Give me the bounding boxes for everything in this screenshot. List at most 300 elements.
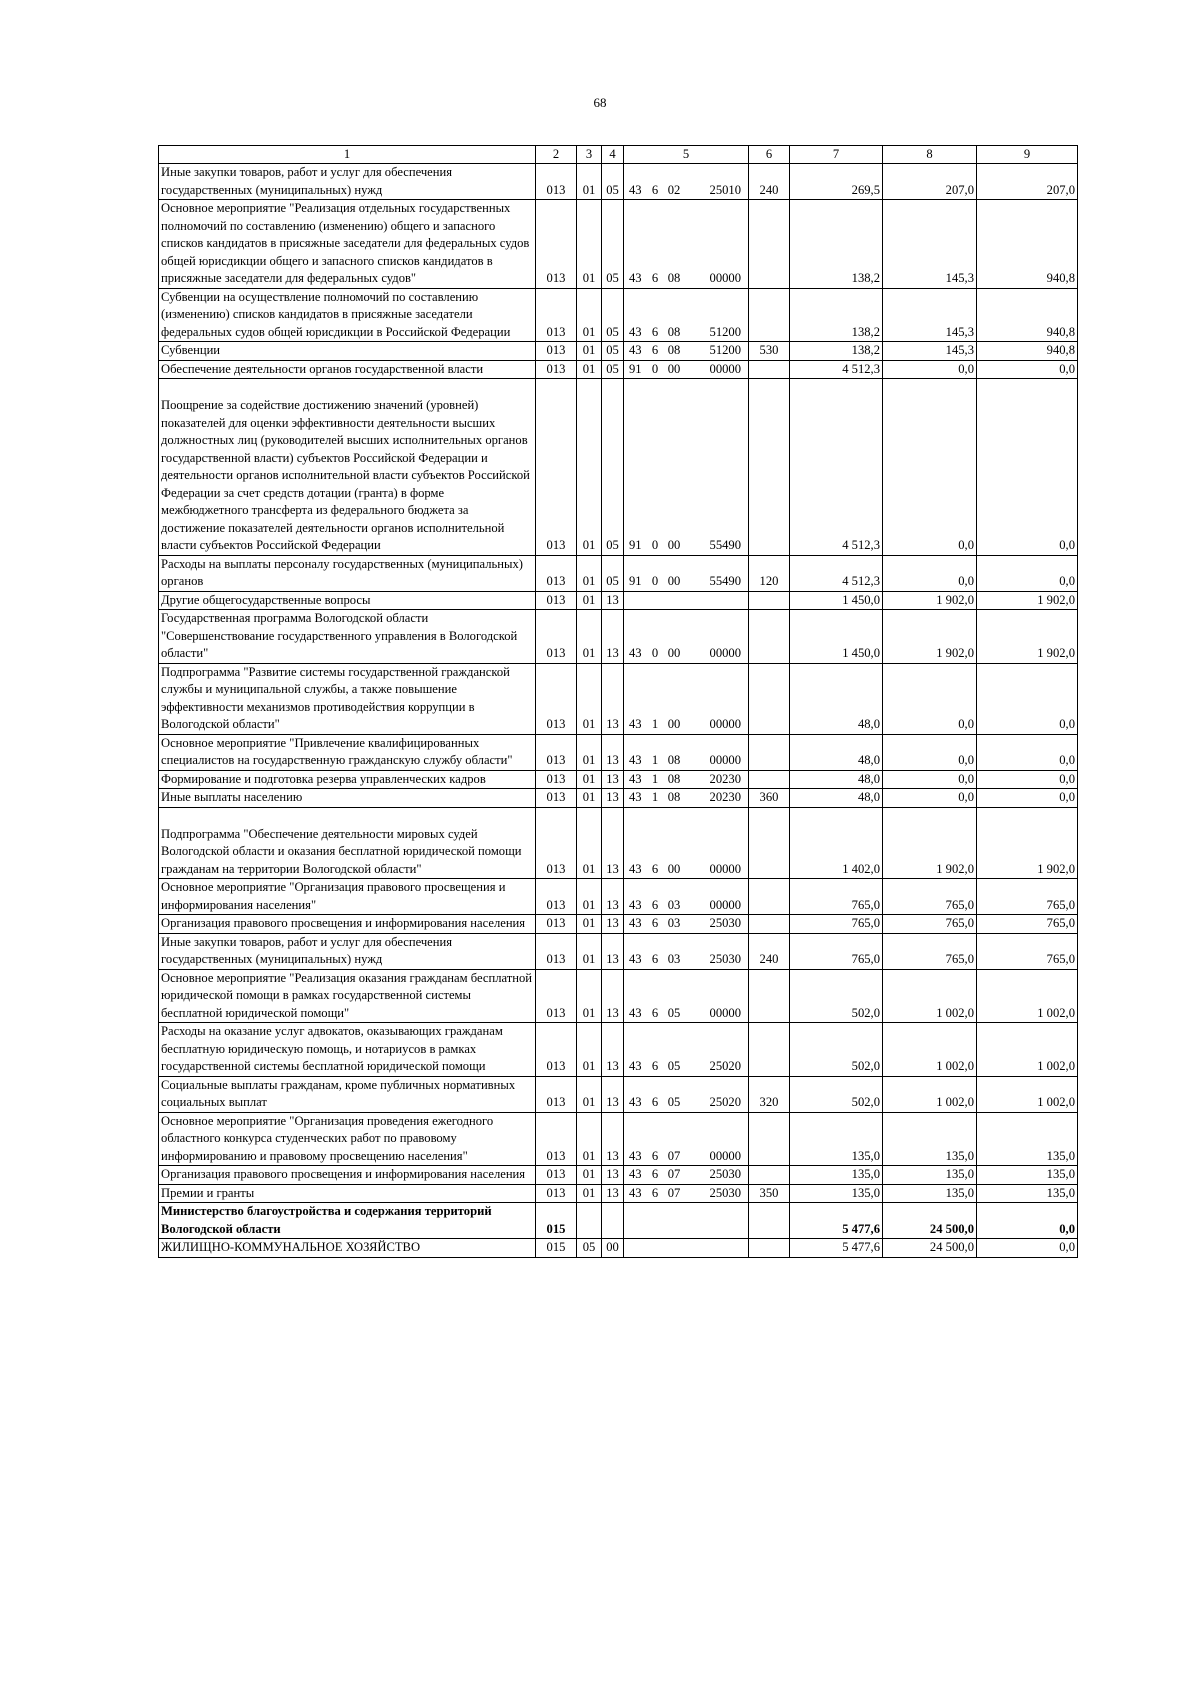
subprogram-code: 6 — [651, 916, 659, 930]
table-row — [159, 969, 1078, 1023]
amount-year-1: 135,0 — [790, 1112, 883, 1166]
expense-type-code: 120 — [749, 555, 790, 591]
target-article-code — [624, 200, 749, 289]
amount-year-1: 4 512,3 — [790, 360, 883, 379]
direction-code: 51200 — [709, 343, 741, 357]
ministry-code: 013 — [536, 379, 577, 556]
target-article-code — [624, 164, 749, 200]
row-description: Основное мероприятие "Привлечение квалифицированных специалистов на государственную гражданскую службу области" — [159, 734, 536, 770]
row-description: Организация правового просвещения и информирования населения — [159, 1166, 536, 1185]
table-body — [159, 164, 1078, 1258]
activity-code: 00 — [667, 861, 681, 876]
table-row — [159, 164, 1078, 200]
table-row — [159, 610, 1078, 664]
amount-year-1: 502,0 — [790, 969, 883, 1023]
amount-year-2: 0,0 — [883, 734, 977, 770]
activity-code: 05 — [667, 1005, 681, 1020]
row-description: Субвенции — [159, 342, 536, 361]
table-row — [159, 1112, 1078, 1166]
amount-year-2: 145,3 — [883, 200, 977, 289]
program-code: 43 — [629, 646, 642, 660]
row-description: Иные закупки товаров, работ и услуг для обеспечения государственных (муниципальных) нужд — [159, 933, 536, 969]
program-code: 43 — [629, 271, 642, 285]
subprogram-code: 6 — [651, 1059, 659, 1073]
row-description: Подпрограмма "Развитие системы государственной гражданской службы и муниципальной службы, а также повышение эффективности механизмов противодействия коррупции в Вологодской области" — [159, 663, 536, 734]
subsection-code: 05 — [602, 200, 624, 289]
direction-code: 00000 — [709, 646, 741, 660]
amount-year-3: 940,8 — [977, 342, 1078, 361]
row-description: Премии и гранты — [159, 1184, 536, 1203]
direction-code: 51200 — [709, 324, 741, 339]
section-code — [577, 1203, 602, 1239]
subsection-code: 13 — [602, 610, 624, 664]
subprogram-code: 0 — [651, 574, 659, 588]
target-article-code — [624, 1166, 749, 1185]
program-code: 43 — [629, 916, 642, 930]
subsection-code: 13 — [602, 807, 624, 879]
activity-code: 07 — [667, 1185, 681, 1200]
section-code: 01 — [577, 879, 602, 915]
expense-type-code: 350 — [749, 1184, 790, 1203]
ministry-code: 013 — [536, 610, 577, 664]
table-row — [159, 915, 1078, 934]
target-article-code — [624, 1023, 749, 1077]
amount-year-2: 0,0 — [883, 360, 977, 379]
program-code: 91 — [629, 361, 642, 376]
row-description: Министерство благоустройства и содержания территорий Вологодской области — [159, 1203, 536, 1239]
subsection-code: 13 — [602, 879, 624, 915]
amount-year-2: 135,0 — [883, 1184, 977, 1203]
row-description: Расходы на выплаты персоналу государственных (муниципальных) органов — [159, 555, 536, 591]
direction-code: 00000 — [709, 861, 741, 876]
program-code: 43 — [629, 343, 642, 357]
table-row — [159, 379, 1078, 556]
table-row — [159, 1184, 1078, 1203]
section-code: 01 — [577, 1076, 602, 1112]
table-row — [159, 663, 1078, 734]
amount-year-3: 0,0 — [977, 789, 1078, 808]
activity-code: 07 — [667, 1148, 681, 1163]
column-header: 4 — [602, 146, 624, 164]
amount-year-2: 1 902,0 — [883, 610, 977, 664]
ministry-code: 013 — [536, 789, 577, 808]
amount-year-3: 940,8 — [977, 200, 1078, 289]
amount-year-3: 1 902,0 — [977, 807, 1078, 879]
subsection-code: 13 — [602, 1184, 624, 1203]
row-description: Основное мероприятие "Организация проведения ежегодного областного конкурса студенческих работ по правовому информированию и правовому просвещению населения" — [159, 1112, 536, 1166]
section-code: 01 — [577, 807, 602, 879]
amount-year-1: 269,5 — [790, 164, 883, 200]
amount-year-1: 1 450,0 — [790, 591, 883, 610]
program-code: 43 — [629, 1005, 642, 1020]
amount-year-2: 765,0 — [883, 879, 977, 915]
ministry-code: 013 — [536, 969, 577, 1023]
direction-code: 20230 — [709, 790, 741, 804]
program-code: 43 — [629, 861, 642, 876]
target-article-code — [624, 360, 749, 379]
program-code: 43 — [629, 1167, 642, 1181]
program-code: 43 — [629, 324, 642, 339]
subprogram-code: 0 — [651, 361, 659, 376]
program-code: 43 — [629, 753, 642, 767]
section-code: 01 — [577, 969, 602, 1023]
subprogram-code: 0 — [651, 538, 659, 552]
section-code: 01 — [577, 770, 602, 789]
table-row — [159, 1023, 1078, 1077]
row-description: Иные выплаты населению — [159, 789, 536, 808]
ministry-code: 015 — [536, 1203, 577, 1239]
amount-year-1: 48,0 — [790, 663, 883, 734]
amount-year-1: 48,0 — [790, 734, 883, 770]
subsection-code — [602, 1203, 624, 1239]
amount-year-3: 135,0 — [977, 1166, 1078, 1185]
amount-year-3: 0,0 — [977, 555, 1078, 591]
table-row — [159, 1203, 1078, 1239]
section-code: 01 — [577, 734, 602, 770]
subsection-code: 13 — [602, 1023, 624, 1077]
direction-code: 00000 — [709, 1005, 741, 1020]
section-code: 01 — [577, 789, 602, 808]
direction-code: 00000 — [709, 753, 741, 767]
subprogram-code: 6 — [651, 182, 659, 197]
program-code: 91 — [629, 538, 642, 552]
amount-year-3: 1 002,0 — [977, 969, 1078, 1023]
amount-year-3: 207,0 — [977, 164, 1078, 200]
target-article-code — [624, 379, 749, 556]
expense-type-code: 240 — [749, 164, 790, 200]
expense-type-code — [749, 1112, 790, 1166]
amount-year-2: 1 002,0 — [883, 1076, 977, 1112]
activity-code: 08 — [667, 343, 681, 357]
target-article-code — [624, 933, 749, 969]
expense-type-code — [749, 879, 790, 915]
direction-code: 25020 — [709, 1095, 741, 1109]
amount-year-2: 1 902,0 — [883, 591, 977, 610]
expense-type-code — [749, 360, 790, 379]
target-article-code — [624, 288, 749, 342]
amount-year-1: 765,0 — [790, 879, 883, 915]
column-header: 2 — [536, 146, 577, 164]
subprogram-code: 6 — [651, 897, 659, 912]
amount-year-3: 1 902,0 — [977, 610, 1078, 664]
amount-year-2: 765,0 — [883, 915, 977, 934]
expense-type-code — [749, 1023, 790, 1077]
expense-type-code — [749, 770, 790, 789]
subprogram-code: 0 — [651, 646, 659, 660]
subprogram-code: 6 — [651, 343, 659, 357]
subprogram-code: 6 — [651, 861, 659, 876]
direction-code: 55490 — [709, 538, 741, 552]
amount-year-3: 1 002,0 — [977, 1076, 1078, 1112]
ministry-code: 013 — [536, 915, 577, 934]
section-code: 01 — [577, 360, 602, 379]
target-article-code — [624, 915, 749, 934]
section-code: 01 — [577, 555, 602, 591]
row-description: Расходы на оказание услуг адвокатов, оказывающих гражданам бесплатную юридическую помощь, и нотариусов в рамках государственной системы бесплатной юридической помощи — [159, 1023, 536, 1077]
amount-year-1: 48,0 — [790, 770, 883, 789]
ministry-code: 013 — [536, 770, 577, 789]
expense-type-code — [749, 200, 790, 289]
subsection-code: 13 — [602, 933, 624, 969]
amount-year-2: 135,0 — [883, 1112, 977, 1166]
program-code: 43 — [629, 1095, 642, 1109]
target-article-code — [624, 770, 749, 789]
table-row — [159, 555, 1078, 591]
row-description: Другие общегосударственные вопросы — [159, 591, 536, 610]
subsection-code: 13 — [602, 915, 624, 934]
table-row — [159, 591, 1078, 610]
column-header: 9 — [977, 146, 1078, 164]
ministry-code: 013 — [536, 591, 577, 610]
subprogram-code: 6 — [651, 1005, 659, 1020]
target-article-code — [624, 1184, 749, 1203]
subsection-code: 05 — [602, 164, 624, 200]
ministry-code: 013 — [536, 734, 577, 770]
expense-type-code — [749, 1239, 790, 1258]
direction-code: 00000 — [709, 271, 741, 285]
amount-year-2: 0,0 — [883, 663, 977, 734]
column-header: 1 — [159, 146, 536, 164]
expense-type-code — [749, 288, 790, 342]
table-row — [159, 734, 1078, 770]
row-description: Поощрение за содействие достижению значений (уровней) показателей для оценки эффективности деятельности высших должностных лиц (руководителей высших исполнительных органов государственной власти) субъектов Российской Федерации и деятельности органов исполнительной власти субъектов Российской Федерации за счет средств дотации (гранта) в форме межбюджетного трансферта из федерального бюджета за достижение показателей деятельности органов исполнительной власти субъектов Российской Федерации — [159, 379, 536, 556]
section-code: 01 — [577, 933, 602, 969]
direction-code: 25030 — [709, 916, 741, 930]
activity-code: 05 — [667, 1095, 681, 1109]
section-code: 01 — [577, 200, 602, 289]
section-code: 01 — [577, 1023, 602, 1077]
amount-year-1: 1 450,0 — [790, 610, 883, 664]
section-code: 01 — [577, 1166, 602, 1185]
activity-code: 08 — [667, 790, 681, 804]
row-description: Государственная программа Вологодской области "Совершенствование государственного управления в Вологодской области" — [159, 610, 536, 664]
target-article-code — [624, 807, 749, 879]
ministry-code: 013 — [536, 200, 577, 289]
row-description: Иные закупки товаров, работ и услуг для обеспечения государственных (муниципальных) нужд — [159, 164, 536, 200]
target-article-code — [624, 734, 749, 770]
amount-year-3: 135,0 — [977, 1184, 1078, 1203]
subprogram-code: 6 — [651, 1185, 659, 1200]
activity-code: 00 — [667, 538, 681, 552]
amount-year-1: 4 512,3 — [790, 379, 883, 556]
table-row — [159, 807, 1078, 879]
section-code: 01 — [577, 379, 602, 556]
amount-year-1: 765,0 — [790, 915, 883, 934]
section-code: 01 — [577, 610, 602, 664]
subprogram-code: 6 — [651, 271, 659, 285]
amount-year-3: 0,0 — [977, 1239, 1078, 1258]
target-article-code — [624, 1239, 749, 1258]
header-row — [159, 146, 1078, 164]
amount-year-3: 0,0 — [977, 770, 1078, 789]
subsection-code: 05 — [602, 379, 624, 556]
subprogram-code: 1 — [651, 753, 659, 767]
program-code: 43 — [629, 897, 642, 912]
target-article-code — [624, 879, 749, 915]
amount-year-1: 135,0 — [790, 1184, 883, 1203]
table-row — [159, 360, 1078, 379]
expense-type-code — [749, 610, 790, 664]
subsection-code: 13 — [602, 770, 624, 789]
amount-year-1: 1 402,0 — [790, 807, 883, 879]
direction-code: 25030 — [709, 952, 741, 966]
expense-type-code: 360 — [749, 789, 790, 808]
ministry-code: 013 — [536, 1023, 577, 1077]
target-article-code — [624, 789, 749, 808]
subsection-code: 13 — [602, 734, 624, 770]
section-code: 01 — [577, 1112, 602, 1166]
program-code: 43 — [629, 952, 642, 966]
amount-year-2: 1 902,0 — [883, 807, 977, 879]
ministry-code: 013 — [536, 807, 577, 879]
table-row — [159, 288, 1078, 342]
table-row — [159, 342, 1078, 361]
activity-code: 00 — [667, 574, 681, 588]
amount-year-3: 0,0 — [977, 734, 1078, 770]
activity-code: 03 — [667, 952, 681, 966]
section-code: 01 — [577, 1184, 602, 1203]
direction-code: 25010 — [709, 182, 741, 197]
ministry-code: 013 — [536, 663, 577, 734]
target-article-code — [624, 591, 749, 610]
subprogram-code: 1 — [651, 771, 659, 786]
direction-code: 00000 — [709, 361, 741, 376]
amount-year-3: 765,0 — [977, 879, 1078, 915]
activity-code: 00 — [667, 646, 681, 660]
ministry-code: 013 — [536, 164, 577, 200]
expense-type-code — [749, 1166, 790, 1185]
amount-year-2: 765,0 — [883, 933, 977, 969]
expense-type-code: 240 — [749, 933, 790, 969]
table-row — [159, 1239, 1078, 1258]
expense-type-code — [749, 663, 790, 734]
target-article-code — [624, 1076, 749, 1112]
ministry-code: 013 — [536, 1184, 577, 1203]
program-code: 43 — [629, 182, 642, 197]
amount-year-2: 0,0 — [883, 789, 977, 808]
ministry-code: 013 — [536, 879, 577, 915]
column-header: 5 — [624, 146, 749, 164]
direction-code: 25030 — [709, 1185, 741, 1200]
ministry-code: 013 — [536, 1166, 577, 1185]
activity-code: 08 — [667, 271, 681, 285]
section-code: 01 — [577, 915, 602, 934]
program-code: 43 — [629, 790, 642, 804]
subprogram-code: 1 — [651, 790, 659, 804]
subsection-code: 05 — [602, 342, 624, 361]
ministry-code: 013 — [536, 342, 577, 361]
table-row — [159, 770, 1078, 789]
section-code: 05 — [577, 1239, 602, 1258]
expense-type-code — [749, 734, 790, 770]
activity-code: 05 — [667, 1059, 681, 1073]
budget-table — [158, 145, 1078, 1258]
subprogram-code: 6 — [651, 1095, 659, 1109]
amount-year-1: 5 477,6 — [790, 1239, 883, 1258]
ministry-code: 013 — [536, 1112, 577, 1166]
ministry-code: 013 — [536, 360, 577, 379]
subprogram-code: 6 — [651, 1167, 659, 1181]
ministry-code: 013 — [536, 933, 577, 969]
amount-year-2: 1 002,0 — [883, 969, 977, 1023]
amount-year-1: 138,2 — [790, 288, 883, 342]
amount-year-3: 1 902,0 — [977, 591, 1078, 610]
amount-year-3: 135,0 — [977, 1112, 1078, 1166]
program-code: 43 — [629, 1185, 642, 1200]
amount-year-1: 502,0 — [790, 1023, 883, 1077]
amount-year-2: 0,0 — [883, 770, 977, 789]
subsection-code: 05 — [602, 555, 624, 591]
target-article-code — [624, 342, 749, 361]
row-description: Формирование и подготовка резерва управленческих кадров — [159, 770, 536, 789]
program-code: 91 — [629, 574, 642, 588]
amount-year-1: 138,2 — [790, 200, 883, 289]
subprogram-code: 1 — [651, 717, 659, 731]
section-code: 01 — [577, 288, 602, 342]
subsection-code: 13 — [602, 1166, 624, 1185]
subsection-code: 13 — [602, 663, 624, 734]
expense-type-code — [749, 1203, 790, 1239]
amount-year-2: 0,0 — [883, 379, 977, 556]
amount-year-2: 135,0 — [883, 1166, 977, 1185]
ministry-code: 013 — [536, 1076, 577, 1112]
activity-code: 00 — [667, 717, 681, 731]
subprogram-code: 6 — [651, 324, 659, 339]
target-article-code — [624, 663, 749, 734]
activity-code: 08 — [667, 771, 681, 786]
activity-code: 03 — [667, 916, 681, 930]
amount-year-2: 1 002,0 — [883, 1023, 977, 1077]
amount-year-3: 940,8 — [977, 288, 1078, 342]
section-code: 01 — [577, 342, 602, 361]
column-header: 8 — [883, 146, 977, 164]
row-description: Основное мероприятие "Реализация отдельных государственных полномочий по составлению (изменению) общего и запасного списков кандидатов в присяжные заседатели для федеральных судов общей юрисдикции общего и запасного списков кандидатов в присяжные заседатели для федеральных судов" — [159, 200, 536, 289]
expense-type-code — [749, 591, 790, 610]
expense-type-code — [749, 379, 790, 556]
row-description: Субвенции на осуществление полномочий по составлению (изменению) списков кандидатов в присяжные заседатели федеральных судов общей юрисдикции в Российской Федерации — [159, 288, 536, 342]
subprogram-code: 6 — [651, 1148, 659, 1163]
amount-year-1: 135,0 — [790, 1166, 883, 1185]
amount-year-1: 5 477,6 — [790, 1203, 883, 1239]
program-code: 43 — [629, 717, 642, 731]
activity-code: 07 — [667, 1167, 681, 1181]
table-row — [159, 879, 1078, 915]
direction-code: 00000 — [709, 897, 741, 912]
table-row — [159, 200, 1078, 289]
ministry-code: 013 — [536, 555, 577, 591]
amount-year-1: 765,0 — [790, 933, 883, 969]
row-description: ЖИЛИЩНО-КОММУНАЛЬНОЕ ХОЗЯЙСТВО — [159, 1239, 536, 1258]
direction-code: 25020 — [709, 1059, 741, 1073]
row-description: Основное мероприятие "Реализация оказания гражданам бесплатной юридической помощи в рамках государственной системы бесплатной юридической помощи" — [159, 969, 536, 1023]
amount-year-2: 145,3 — [883, 342, 977, 361]
activity-code: 08 — [667, 753, 681, 767]
subsection-code: 13 — [602, 1076, 624, 1112]
subsection-code: 13 — [602, 591, 624, 610]
table-row — [159, 1076, 1078, 1112]
subsection-code: 00 — [602, 1239, 624, 1258]
amount-year-1: 48,0 — [790, 789, 883, 808]
expense-type-code — [749, 915, 790, 934]
activity-code: 08 — [667, 324, 681, 339]
ministry-code: 015 — [536, 1239, 577, 1258]
ministry-code: 013 — [536, 288, 577, 342]
amount-year-3: 765,0 — [977, 933, 1078, 969]
program-code: 43 — [629, 771, 642, 786]
subprogram-code: 6 — [651, 952, 659, 966]
amount-year-2: 207,0 — [883, 164, 977, 200]
table-row — [159, 1166, 1078, 1185]
